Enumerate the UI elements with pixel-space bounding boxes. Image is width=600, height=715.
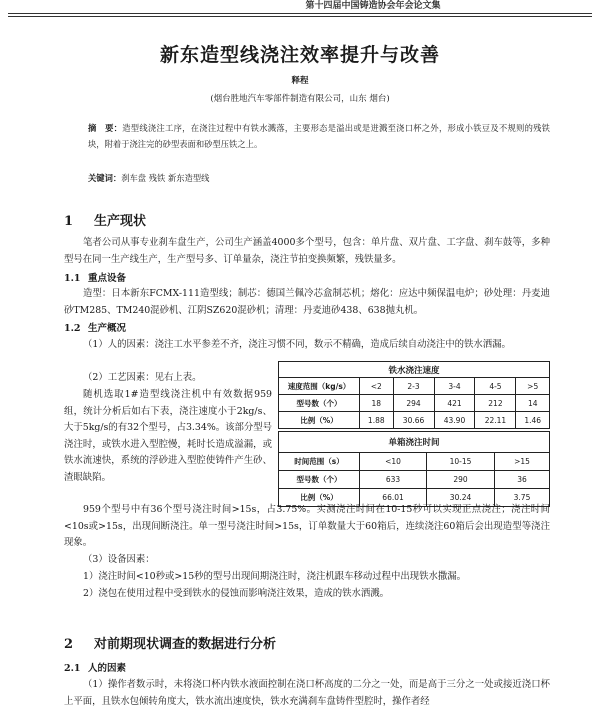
- section-1-title: 生产现状: [94, 214, 147, 229]
- keywords-text: 刹车盘 残铁 新东造型线: [121, 173, 210, 183]
- subsection-1-1-number: 1.1: [64, 273, 81, 284]
- keywords-label: 关键词：: [88, 173, 122, 183]
- paragraph-3: （1）人的因素：浇注工水平参差不齐，浇注习惯不同，数示不精确，造成后续自动浇注中的铁水洒漏。: [83, 339, 511, 350]
- table1-cell: 14: [516, 395, 550, 412]
- table1-cell: 4-5: [475, 378, 516, 395]
- subsection-1-2-heading: [64, 320, 126, 334]
- table1-cell: 30.66: [393, 412, 434, 429]
- section-1-heading: [64, 210, 146, 229]
- table2-cell: 290: [427, 471, 495, 489]
- abstract-label: 摘 要：: [88, 123, 123, 133]
- table2-cell: 3.75: [494, 489, 549, 507]
- paragraph-10: （1）操作者数示时，未将浇口杯内铁水液面控制在浇口杯高度的二分之一处，而是高于三分之一处或接近浇口杯上平面，且铁水包倾转角度大，铁水流出速度快，铁水充满刹车盘铸件型腔时，操作者经: [64, 679, 550, 707]
- subsection-1-2-number: 1.2: [64, 323, 81, 334]
- paragraph-5: 随机选取1#造型线浇注机中有效数据959组，统计分析后如右下表，浇注速度小于2kg/s、大于5kg/s的有32个型号，占3.34%。该部分型号浇注时，或铁水进入型腔慢，耗时长造成溢漏，或铁水流速快，系统的浮砂进入型腔使铸件产生砂、渣眼缺陷。: [64, 389, 272, 483]
- table2-cell: 10-15: [427, 453, 495, 471]
- table1-cell: 212: [475, 395, 516, 412]
- table1-cell: 43.90: [434, 412, 475, 429]
- subsection-1-1-title: 重点设备: [88, 273, 127, 284]
- abstract: [88, 120, 550, 152]
- subsection-2-1-number: 2.1: [64, 663, 81, 674]
- table1-cell: >5: [516, 378, 550, 395]
- table1-row-header: 型号数（个）: [279, 395, 360, 412]
- running-header: 第十四届中国铸造协会年会论文集: [305, 1, 441, 11]
- table1-row: [279, 412, 550, 429]
- table2-cell: 30.24: [427, 489, 495, 507]
- subsection-1-2-title: 生产概况: [88, 323, 127, 334]
- affiliation: (烟台胜地汽车零部件制造有限公司，山东 烟台): [210, 94, 390, 104]
- subsection-2-1-heading: [64, 660, 126, 674]
- table1-row-header: 比例（%）: [279, 412, 360, 429]
- paper-title: 新东造型线浇注效率提升与改善: [159, 44, 440, 66]
- abstract-text: 造型线浇注工序，在浇注过程中有铁水溅落，主要形态是溢出或是迸溅至浇口杯之外，形成小铁豆及不规则的残铁块，附着于浇注完的砂型表面和砂型压铁之上。: [88, 123, 550, 149]
- header-rule: [8, 13, 592, 17]
- table1-caption: 铁水浇注速度: [279, 362, 550, 378]
- table1-cell: 3-4: [434, 378, 475, 395]
- table2-cell: <10: [360, 453, 427, 471]
- table2-cell: 36: [494, 471, 549, 489]
- section-2-number: 2: [64, 637, 74, 652]
- paragraph-4: （2）工艺因素：见右上表。: [83, 372, 202, 383]
- table1-cell: 22.11: [475, 412, 516, 429]
- table2-row-header: 时间范围（s）: [279, 453, 360, 471]
- table2-cell: >15: [494, 453, 549, 471]
- table1-row-header: 速度范围（kg/s）: [279, 378, 360, 395]
- table1-cell: 2-3: [393, 378, 434, 395]
- paragraph-6: 959个型号中有36个型号浇注时间>15s，占3.75%。实测浇注时间在10-15秒可以实现正点浇注；浇注时间<10s或>15s，出现间断浇注。单一型号浇注时间>15s，订单数量大于60箱后，连续浇注60箱后会出现造型等浇注现象。: [64, 504, 550, 548]
- table2-row: [279, 453, 550, 471]
- keywords: [88, 170, 550, 186]
- author: 释程: [291, 76, 309, 86]
- table1-cell: <2: [360, 378, 394, 395]
- section-2-heading: [64, 633, 276, 652]
- table1-cell: 294: [393, 395, 434, 412]
- paragraph-7: （3）设备因素：: [83, 554, 155, 565]
- table1-cell: 1.88: [360, 412, 394, 429]
- table1-row: [279, 378, 550, 395]
- paragraph-9: 2）浇包在使用过程中受到铁水的侵蚀而影响浇注效果，造成的铁水洒溅。: [83, 588, 389, 599]
- table2-cell: 66.01: [360, 489, 427, 507]
- table1-cell: 18: [360, 395, 394, 412]
- paragraph-2: 造型：日本新东FCMX-111造型线；制芯：德国兰佩冷芯盒制芯机；熔化：应达中频保温电炉；砂处理：丹麦迪砂TM285、TM240混砂机、江阴SZ620混砂机；清理：丹麦迪砂438、638抛丸机。: [64, 288, 550, 316]
- subsection-2-1-title: 人的因素: [88, 663, 127, 674]
- table2-row-header: 型号数（个）: [279, 471, 360, 489]
- paragraph-8: 1）浇注时间<10秒或>15秒的型号出现间期浇注时，浇注机跟车移动过程中出现铁水撒漏。: [83, 571, 467, 582]
- table2-caption: 单箱浇注时间: [279, 432, 550, 453]
- table-pouring-speed: [278, 361, 550, 429]
- table2-row: [279, 471, 550, 489]
- section-2-title: 对前期现状调查的数据进行分析: [94, 637, 277, 652]
- subsection-1-1-heading: [64, 270, 126, 284]
- table1-cell: 1.46: [516, 412, 550, 429]
- table1-row: [279, 395, 550, 412]
- table1-cell: 421: [434, 395, 475, 412]
- section-1-number: 1: [64, 214, 74, 229]
- table2-cell: 633: [360, 471, 427, 489]
- paragraph-1: 笔者公司从事专业刹车盘生产，公司生产涵盖4000多个型号，包含：单片盘、双片盘、工字盘、刹车鼓等，多种型号在同一生产线生产，生产型号多、订单量杂，浇注节拍变换频繁，残铁量多。: [64, 237, 550, 265]
- table-pouring-time: [278, 431, 550, 507]
- table2-row-header: 比例（%）: [279, 489, 360, 507]
